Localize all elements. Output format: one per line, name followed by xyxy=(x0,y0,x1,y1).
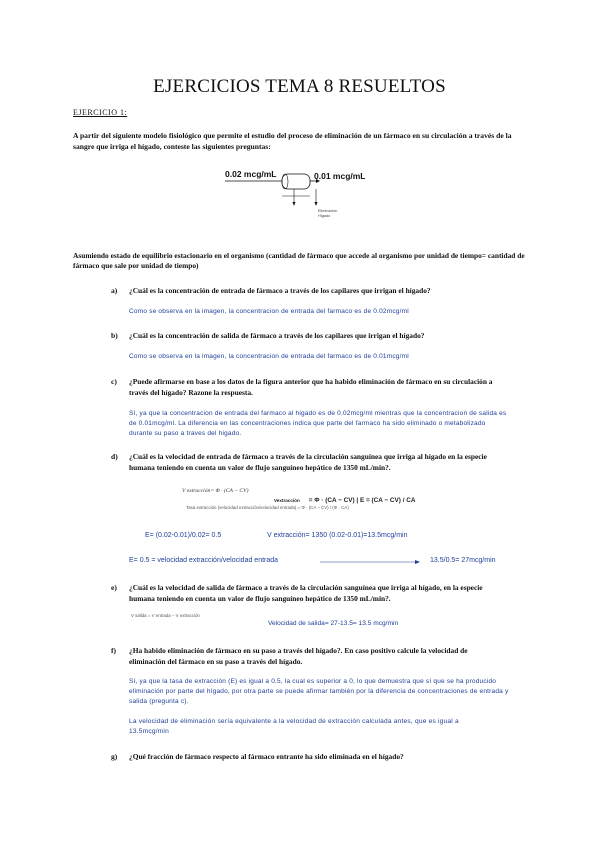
calc-entry-velocity: 13.5/0.5= 27mcg/min xyxy=(430,557,496,564)
question-a-text: ¿Cuál es la concentración de entrada de fármaco a través de los capilares que irrigan el hígado? xyxy=(129,286,431,295)
question-g-text: ¿Qué fracción de fármaco respecto al fármaco entrante ha sido eliminada en el hígado? xyxy=(129,752,404,761)
formula-extraction-rate: Tasa extracción (velocidad extracción/velocidad entrada) = Φ · (CA − CV) / (Φ · CA) xyxy=(186,505,349,510)
answer-f-reasoning: Sí, ya que la tasa de extracción (E) es igual a 0.5, la cual es superior a 0, lo que demuestra que sí que se ha producido eliminación por parte del hígado, por otra parte se puede afirmar también por la diferencia de concentraciones de entrada y salida (pregunta c). xyxy=(129,678,509,705)
answer-a: Como se observa en la imagen, la concentracion de entrada del farmaco es de 0.02mcg/ml xyxy=(129,308,409,315)
answer-e: Velocidad de salida= 27-13.5= 13.5 mcg/min xyxy=(268,620,399,627)
calc-extraction-ratio: E= (0.02-0.01)/0.02= 0.5 xyxy=(145,532,222,539)
elimination-label: Eliminación xyxy=(318,209,338,213)
calc-extraction-velocity: V extracción= 1350 (0.02-0.01)=13.5mcg/min xyxy=(267,532,408,539)
answer-f-velocity: La velocidad de eliminación sería equivalente a la velocidad de extracción calculada antes, que es igual a 13.5mcg/min xyxy=(129,718,459,735)
liver-model-diagram xyxy=(222,160,382,222)
question-d-text: ¿Cuál es la velocidad de entrada de fármaco a través de la circulación sanguínea que irriga al hígado en la especie humana teniendo en cuenta un valor de flujo sanguíneo hepático de 1350 mL/min?. xyxy=(129,452,487,472)
elimination-arrow-icon xyxy=(293,202,296,206)
result-arrow-icon xyxy=(320,558,422,566)
question-c-text: ¿Puede afirmarse en base a los datos de la figura anterior que ha habido eliminación de fármaco en su circulación a través del hígado? Razone la respuesta. xyxy=(129,377,493,397)
question-d-letter: d) xyxy=(111,452,118,461)
formula-vextraction-label: Vextracción xyxy=(274,498,300,503)
question-c-letter: c) xyxy=(111,377,117,386)
answer-c: Sí, ya que la concentracion de entrada del farmaco al higado es de 0.02mcg/ml mientras que la concentracion de salida es de 0.01mcg/ml. La diferencia en las concentraciones indica que parte del farmaco ha sido eliminado o metabolizado durante su paso a traves del higado. xyxy=(129,410,507,437)
question-f-text: ¿Ha habido eliminación de fármaco en su paso a través del hígado?. En caso positivo calcule la velocidad de eliminación del fármaco en su paso a través del hígado. xyxy=(129,646,468,666)
question-b-letter: b) xyxy=(111,331,118,340)
question-g-letter: g) xyxy=(111,752,118,761)
question-f-letter: f) xyxy=(111,646,117,655)
formula-extraction-equation: = Φ · (CA − CV) | E = (CA − CV) / CA xyxy=(308,497,416,504)
question-e-text: ¿Cuál es la velocidad de salida de fármaco a través de la circulación sanguínea que irriga al hígado, en la especie humana teniendo en cuenta un valor de flujo sanguíneo hepático de 1350 mL/min?. xyxy=(129,583,483,603)
exercise-intro: A partir del siguiente modelo fisiológico que permite el estudio del proceso de eliminación de un fármaco en su circulación a través de la sangre que irriga el hígado, conteste las siguientes preguntas: xyxy=(73,131,512,151)
steady-state-assumption: Asumiendo estado de equilibrio estacionario en el organismo (cantidad de fármaco que accede al organismo por unidad de tiempo= cantidad de fármaco que sale por unidad de tiempo) xyxy=(73,251,525,270)
formula-exit-velocity: V salida = V entrada − V extracción xyxy=(131,613,200,618)
formula-extraction-velocity: V extracción= Φ · (CA − CV) xyxy=(182,488,249,494)
question-a-letter: a) xyxy=(111,286,118,295)
calc-extraction-relation: E= 0.5 = velocidad extracción/velocidad entrada xyxy=(129,557,279,564)
page-title: EJERCICIOS TEMA 8 RESUELTOS xyxy=(153,76,446,97)
organ-label: Hígado xyxy=(318,214,331,218)
input-concentration-label: 0.02 mcg/mL xyxy=(225,169,277,179)
question-b-text: ¿Cuál es la concentración de salida de fármaco a través de los capilares que irrigan el hígado? xyxy=(129,331,425,340)
liver-capillary-tube xyxy=(282,174,310,189)
question-e-letter: e) xyxy=(111,583,117,592)
answer-b: Como se observa en la imagen, la concentracion de entrada del farmaco es de 0.01mcg/ml xyxy=(129,353,409,360)
exercise-heading: EJERCICIO 1: xyxy=(73,108,128,117)
output-concentration-label: 0.01 mcg/mL xyxy=(314,171,366,181)
formula-box xyxy=(274,489,416,507)
